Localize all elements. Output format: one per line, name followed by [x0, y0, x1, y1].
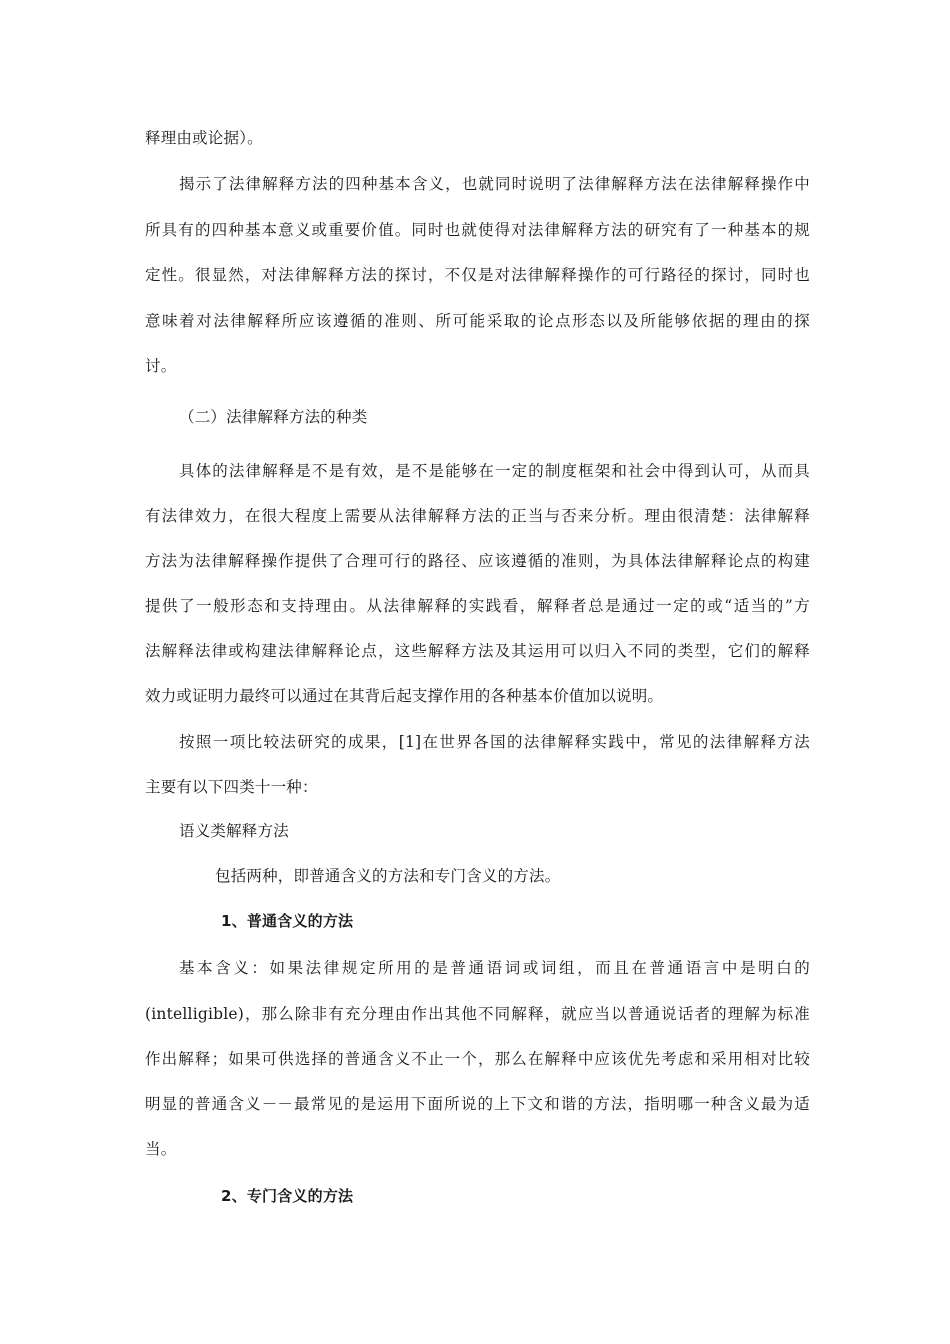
paragraph-line: 方法为法律解释操作提供了合理可行的路径、应该遵循的准则，为具体法律解释论点的构建 [145, 552, 810, 570]
paragraph-line: 作出解释；如果可供选择的普通含义不止一个，那么在解释中应该优先考虑和采用相对比较 [145, 1050, 810, 1068]
section-heading: （二）法律解释方法的种类 [179, 408, 368, 426]
paragraph-line: 具体的法律解释是不是有效，是不是能够在一定的制度框架和社会中得到认可，从而具 [179, 462, 810, 480]
paragraph-line: 效力或证明力最终可以通过在其背后起支撑作用的各种基本价值加以说明。 [145, 687, 664, 705]
paragraph-line: 意味着对法律解释所应该遵循的准则、所可能采取的论点形态以及所能够依据的理由的探 [145, 312, 810, 330]
paragraph-line: 定性。很显然，对法律解释方法的探讨，不仅是对法律解释操作的可行路径的探讨，同时也 [145, 266, 810, 284]
paragraph-line: 有法律效力，在很大程度上需要从法律解释方法的正当与否来分析。理由很清楚：法律解释 [145, 507, 810, 525]
paragraph-line: 按照一项比较法研究的成果，[1]在世界各国的法律解释实践中，常见的法律解释方法 [179, 733, 810, 751]
paragraph-line: 揭示了法律解释方法的四种基本含义，也就同时说明了法律解释方法在法律解释操作中 [179, 175, 810, 193]
numbered-heading: 2、专门含义的方法 [221, 1187, 354, 1205]
paragraph-line: 明显的普通含义－－最常见的是运用下面所说的上下文和谐的方法，指明哪一种含义最为适 [145, 1095, 810, 1113]
paragraph-line: (intelligible)，那么除非有充分理由作出其他不同解释，就应当以普通说话者的理解为标准 [145, 1005, 810, 1023]
paragraph-line: 法解释法律或构建法律解释论点，这些解释方法及其运用可以归入不同的类型，它们的解释 [145, 642, 810, 660]
paragraph-line: 提供了一般形态和支持理由。从法律解释的实践看，解释者总是通过一定的或“适当的”方 [145, 597, 810, 615]
paragraph-line: 讨。 [145, 357, 177, 375]
paragraph-line: 当。 [145, 1140, 177, 1158]
paragraph-line: 释理由或论据）。 [145, 129, 263, 147]
paragraph-line: 包括两种，即普通含义的方法和专门含义的方法。 [215, 867, 561, 885]
paragraph-line: 主要有以下四类十一种： [145, 778, 318, 796]
paragraph-line: 基本含义：如果法律规定所用的是普通语词或词组，而且在普通语言中是明白的 [179, 959, 810, 977]
subheading: 语义类解释方法 [179, 822, 289, 840]
numbered-heading: 1、普通含义的方法 [221, 912, 354, 930]
paragraph-line: 所具有的四种基本意义或重要价值。同时也就使得对法律解释方法的研究有了一种基本的规 [145, 221, 810, 239]
